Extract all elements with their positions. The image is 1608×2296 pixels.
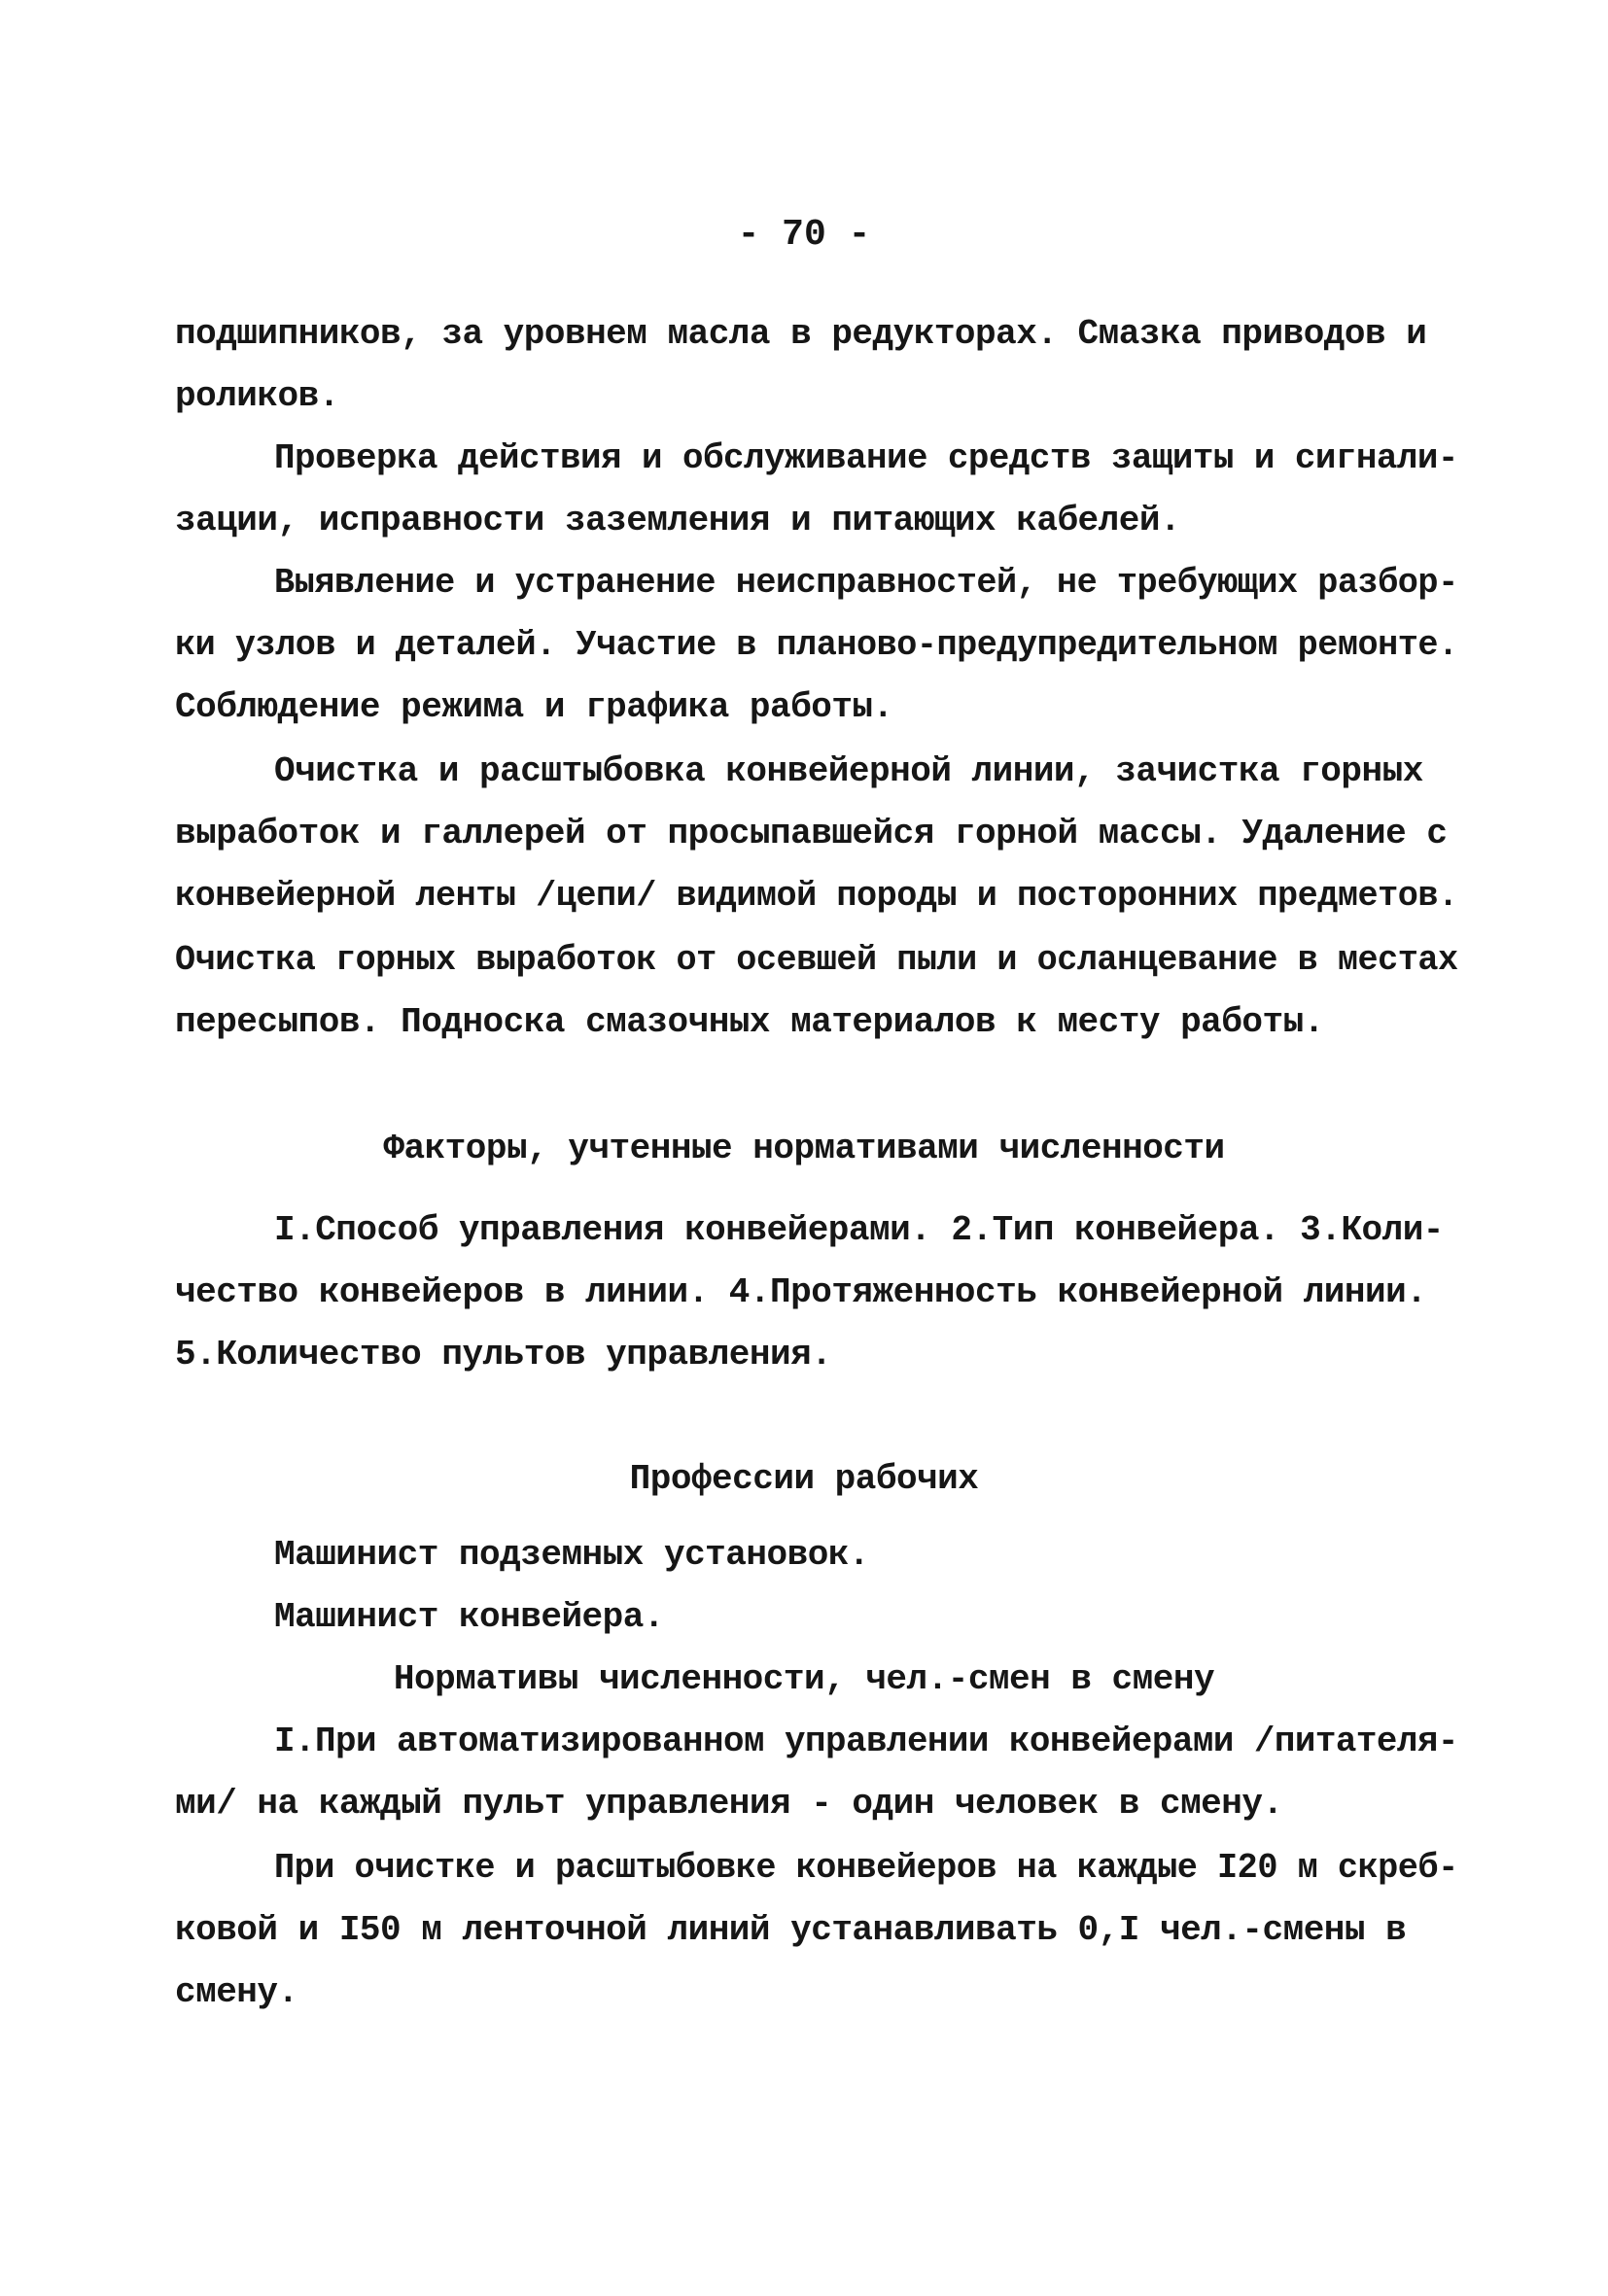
text-line: Очистка и расштыбовка конвейерной линии, зачистка горных — [274, 751, 1423, 791]
text-line: При очистке и расштыбовке конвейеров на каждые I20 м скреб- — [274, 1848, 1458, 1888]
page-number: - 70 - — [737, 214, 871, 256]
text-line: I.Способ управления конвейерами. 2.Тип конвейера. 3.Коли- — [274, 1210, 1444, 1250]
text-line: ми/ на каждый пульт управления - один человек в смену. — [175, 1784, 1283, 1824]
text-line: ковой и I50 м ленточной линий устанавливать 0,I чел.-смены в — [175, 1910, 1407, 1950]
text-line: I.При автоматизированном управлении конвейерами /питателя- — [274, 1722, 1458, 1761]
profession-item: Машинист конвейера. — [274, 1597, 664, 1637]
text-line: чество конвейеров в линии. 4.Протяженность конвейерной линии. — [175, 1272, 1427, 1312]
text-line: Выявление и устранение неисправностей, не требующих разбор- — [274, 563, 1458, 603]
text-line: смену. — [175, 1972, 298, 2012]
text-line: Очистка горных выработок от осевшей пыли и осланцевание в местах — [175, 940, 1458, 980]
text-line: конвейерной ленты /цепи/ видимой породы и посторонних предметов. — [175, 876, 1458, 916]
norms-heading: Нормативы численности, чел.-смен в смену — [393, 1659, 1215, 1699]
text-line: Соблюдение режима и графика работы. — [175, 687, 893, 727]
profession-item: Машинист подземных установок. — [274, 1535, 870, 1575]
text-line: ки узлов и деталей. Участие в планово-предупредительном ремонте. — [175, 625, 1458, 665]
text-line: подшипников, за уровнем масла в редукторах. Смазка приводов и — [175, 314, 1427, 354]
text-line: выработок и галлерей от просыпавшейся горной массы. Удаление с — [175, 814, 1448, 853]
text-line: роликов. — [175, 376, 339, 416]
text-line: пересыпов. Подноска смазочных материалов к месту работы. — [175, 1002, 1324, 1042]
text-line: Проверка действия и обслуживание средств защиты и сигнали- — [274, 438, 1458, 478]
professions-heading: Профессии рабочих — [629, 1459, 979, 1499]
factors-heading: Факторы, учтенные нормативами численности — [383, 1129, 1225, 1168]
text-line: зации, исправности заземления и питающих кабелей. — [175, 501, 1181, 540]
text-line: 5.Количество пультов управления. — [175, 1335, 832, 1374]
